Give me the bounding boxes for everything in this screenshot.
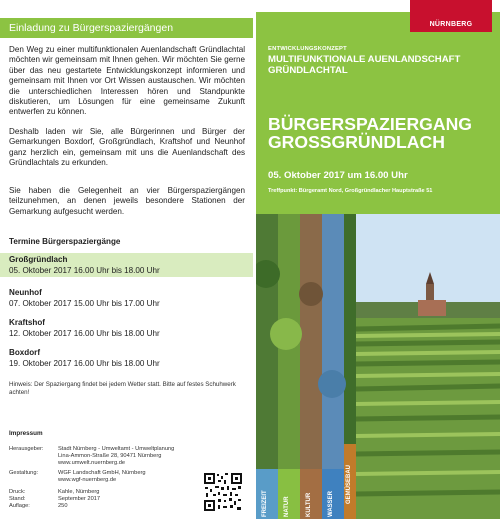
termin-date: 19. Oktober 2017 16.00 Uhr bis 18.00 Uhr <box>9 358 160 368</box>
hinweis-note: Hinweis: Der Spaziergang findet bei jedem Wetter statt. Bitte auf festes Schuhwerk achten! <box>9 381 236 396</box>
invitation-title: Einladung zu Bürgerspaziergängen <box>0 18 253 38</box>
cover-kicker: ENTWICKLUNGSKONZEPT <box>268 46 347 52</box>
cover-subtitle: MULTIFUNKTIONALE AUENLANDSCHAFT GRÜNDLACHTAL <box>268 54 461 76</box>
nuernberg-logo <box>410 0 492 32</box>
info-paragraph: Sie haben die Gelegenheit an vier Bürgerspaziergängen teilzunehmen, an denen jeweils besondere Stationen der Gemarkung aufgesucht werden. <box>9 186 245 216</box>
impressum-value: Kahle, Nürnberg <box>58 489 100 495</box>
invitation-paragraph: Deshalb laden wir Sie, alle Bürgerinnen und Bürger der Gemarkungen Boxdorf, Großgründlach, Kraftshof und Neunhof ganz herzlich ein, gemeinsam mit uns die Auenlandschaft des Gründlachtals zu erkunden. <box>9 127 245 168</box>
impressum-heading: Impressum <box>9 430 43 437</box>
impressum-value: 250 <box>58 503 68 509</box>
logo-text: NÜRNBERG <box>429 21 473 28</box>
termin-item <box>0 318 253 339</box>
strip-label-wasser: WASSER <box>328 490 334 517</box>
termin-date: 07. Oktober 2017 15.00 Uhr bis 17.00 Uhr <box>9 298 160 308</box>
termin-item <box>0 348 253 369</box>
impressum-key: Druck: <box>9 489 26 495</box>
termin-date: 12. Oktober 2017 16.00 Uhr bis 18.00 Uhr <box>9 328 160 338</box>
termin-item <box>0 253 253 277</box>
impressum-key: Auflage: <box>9 503 30 509</box>
strip-label-kultur: KULTUR <box>306 492 312 517</box>
termin-place: Boxdorf <box>9 348 41 357</box>
impressum-value: WGF Landschaft GmbH, Nürnberg www.wgf-nuernberg.de <box>58 470 146 483</box>
termin-place: Neunhof <box>9 288 42 297</box>
termin-date: 05. Oktober 2017 16.00 Uhr bis 18.00 Uhr <box>9 265 160 275</box>
termine-heading: Termine Bürgerspaziergänge <box>9 237 121 246</box>
event-date: 05. Oktober 2017 um 16.00 Uhr <box>268 170 408 181</box>
landscape-illustration <box>256 214 500 519</box>
strip-label-freizeit: FREIZEIT <box>262 490 268 517</box>
strip-label-gemuesebau: GEMÜSEBAU <box>346 464 352 504</box>
impressum-value: Stadt Nürnberg - Umweltamt - Umweltplanung Lina-Ammon-Straße 28, 90471 Nürnberg www.umwelt.nuernberg.de <box>58 446 175 466</box>
qr-code[interactable] <box>203 472 243 512</box>
strip-label-natur: NATUR <box>284 496 290 517</box>
cover-panel <box>256 12 500 519</box>
impressum-key: Gestaltung: <box>9 470 39 476</box>
termin-place: Kraftshof <box>9 318 45 327</box>
impressum-key: Herausgeber: <box>9 446 44 452</box>
termin-item <box>0 288 253 309</box>
meeting-point: Treffpunkt: Bürgeramt Nord, Großgründlacher Hauptstraße 51 <box>268 188 433 194</box>
impressum-key: Stand: <box>9 496 26 502</box>
intro-paragraph: Den Weg zu einer multifunktionalen Auenlandschaft Gründlachtal möchten wir gemeinsam mit Ihnen gehen. Wir möchten Sie gerne über das neu gestartete Entwicklungskonzept informieren und gemeinsam mit Ihnen vor Ort Wissen austauschen. Wir möchten die unterschiedlichen Interessen hören und Standpunkte diskutieren, um Lösungen für eine gemeinsame Zukunft entwerfen zu können. <box>9 45 245 117</box>
landscape-photo <box>256 214 500 519</box>
qr-code-graphic <box>203 472 243 512</box>
cover-title: BÜRGERSPAZIERGANG GROSSGRÜNDLACH <box>268 114 472 152</box>
termin-place: Großgründlach <box>9 255 68 264</box>
impressum-value: September 2017 <box>58 496 101 502</box>
